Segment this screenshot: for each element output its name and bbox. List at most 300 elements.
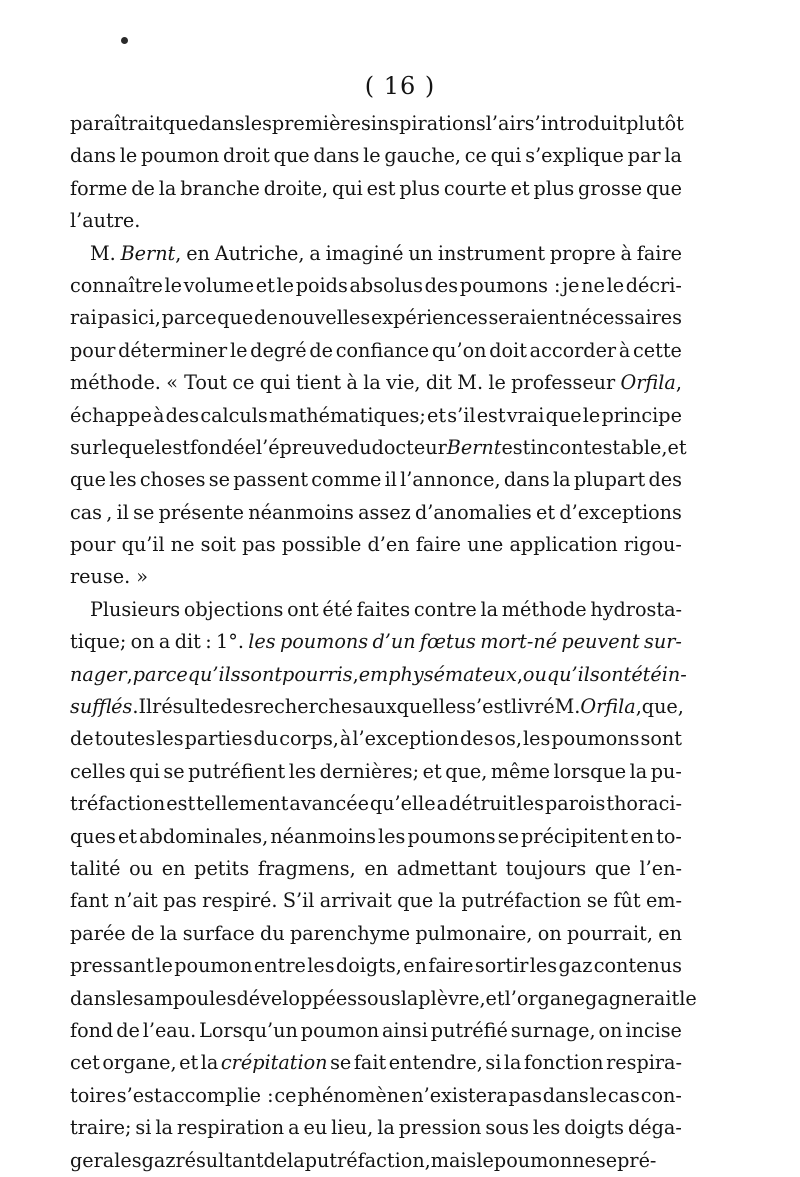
paragraph [70,108,682,238]
word: précipitent [521,824,629,848]
word: grosse [578,176,643,200]
word: dans [503,468,550,492]
word: mathématiques; [268,403,426,427]
word: sont [640,727,682,751]
word: Lorsqu’un [199,1018,298,1042]
word: M. [554,695,581,719]
word: sortir [474,954,529,978]
text-line [70,691,682,723]
word: sous [357,986,401,1010]
word: la [664,144,682,168]
word: qu’ils [187,662,241,686]
word: en [630,824,655,848]
word: des [165,403,200,427]
word: accomplie : [162,1083,274,1107]
word: livré [511,695,555,719]
word: a [436,792,449,816]
word: fonction [524,1051,604,1075]
word: et [536,500,556,524]
word: le [488,371,506,395]
word: l’exception [352,727,459,751]
word: putréfié [430,1018,508,1042]
word: abdominales, [139,824,269,848]
word: pu- [650,759,682,783]
word: surface [182,921,255,945]
word: est [476,403,506,427]
word: présente [158,500,245,524]
word: les [532,1116,561,1140]
word: en [658,921,682,945]
word: nouvelles [278,306,371,330]
text-line [70,918,682,950]
word: s’est [466,695,512,719]
word: se [497,824,519,848]
word: et [117,824,138,848]
word: le [119,144,138,168]
word: même [490,759,550,783]
word: se [586,889,609,913]
word: le [229,338,248,362]
text-line [70,432,687,464]
word: résulte [152,695,221,719]
word: qu’il [121,533,165,557]
word: qui [259,371,291,395]
text-line [70,1112,682,1144]
word: fœtus [419,630,476,654]
word: en [403,954,427,978]
word: l’en- [639,856,682,880]
word: l’organe [504,986,586,1010]
word: les [516,792,545,816]
word: contre [413,597,477,621]
word: la [377,1116,395,1140]
word: hydrosta- [590,597,682,621]
word: mort-né [480,630,558,654]
word: a [309,241,321,265]
word: respira- [606,1051,682,1075]
word: qu’elle [369,792,436,816]
word: on [537,921,562,945]
word: nécessaires [568,306,682,330]
word: que [162,112,199,135]
word: lorsque [553,759,627,783]
word: sont [240,662,283,686]
word: le [606,273,625,297]
word: in- [661,662,687,686]
word: le [679,986,697,1010]
text-line [70,173,682,205]
word: to- [656,824,682,848]
text-line [70,335,682,367]
word: la [503,1051,522,1075]
word: à [346,371,358,395]
text-line [70,1047,682,1079]
word: décri- [625,273,682,297]
word: fant [70,889,109,913]
word: pas [97,306,132,330]
word: je [562,273,580,297]
text-line [70,626,682,658]
word: poumon [493,1148,573,1172]
word: se [595,1148,618,1172]
word: des [220,695,254,719]
word: sous [485,1116,529,1140]
word: Bernt [446,435,502,459]
word: mais [430,1148,477,1172]
word: poumon [300,1018,380,1042]
word: talité [70,856,121,880]
word: des [459,727,494,751]
word: auxquelles [362,695,467,719]
word: parties [184,727,253,751]
word: faites [356,597,411,621]
word: et [422,759,442,783]
word: le [476,1148,494,1172]
word: dit [174,630,201,654]
word: été [322,597,353,621]
word: que [217,306,254,330]
text-line [70,497,682,529]
word: parée [70,921,126,945]
word: résultant [175,1148,264,1172]
word: que [545,403,582,427]
word: sufflés. [70,695,139,719]
word: dit [425,371,452,395]
word: incontestable, [530,435,668,459]
word: toire [70,1083,116,1107]
word: des [648,468,682,492]
word: courte [443,176,507,200]
word: gauche, [384,144,462,168]
word: il [384,468,397,492]
word: ne [572,1148,596,1172]
word: la [438,889,457,913]
word: tellement [196,792,289,816]
word: putréfaction [461,889,582,913]
word: parenchyme [289,921,411,945]
word: petits [194,856,250,880]
word: dans [198,112,245,135]
word: la [155,1116,173,1140]
word: tréfaction [70,792,166,816]
word: incise [625,1018,682,1042]
text-line [70,723,682,755]
word: Bernt, [120,241,182,265]
word: a [158,630,171,654]
text-line [70,788,682,820]
word: pré- [617,1148,657,1172]
word: méthode [501,597,587,621]
word: contenus [593,954,682,978]
word: application [509,533,618,557]
word: M. [457,371,484,395]
body-text [70,108,697,1177]
word: la [400,986,419,1010]
text-line [70,853,682,885]
word: paraîtrait [70,112,163,135]
word: l’épreuve [255,435,347,459]
word: gera [70,1148,115,1172]
word: doigts [564,1116,625,1140]
text-line [70,659,687,691]
word: toutes [94,727,156,751]
text-line [70,108,682,140]
word: le [589,1083,608,1107]
word: poumons [279,630,369,654]
word: parce [132,662,188,686]
word: objections [183,597,284,621]
word: pour [70,533,116,557]
word: été [631,662,662,686]
word: avancée [289,792,369,816]
word: entendre, [388,1051,483,1075]
word: degré [250,338,307,362]
word: cas [70,500,103,524]
text-line [70,270,682,302]
word: et [667,435,687,459]
word: professeur [511,371,616,395]
word: admettant [396,856,497,880]
text-line [70,1015,682,1047]
word: se [133,500,155,524]
word: ne [170,533,195,557]
word: peuvent [561,630,640,654]
word: pourrait, [567,921,653,945]
word: à [339,727,352,751]
word: respiré. [202,889,278,913]
word: que [645,176,682,200]
word: que [273,144,310,168]
text-line [70,400,682,432]
word: les [307,954,335,978]
word: le [582,403,601,427]
word: imaginé [325,241,404,265]
word: déterminer [118,338,228,362]
word: pression [398,1116,482,1140]
text-line [70,756,682,788]
word: droit [223,144,270,168]
word: les [523,727,551,751]
word: emphysémateux, [358,662,523,686]
text-line [70,950,682,982]
word: pressant [70,954,155,978]
word: du [260,921,285,945]
word: respiration [176,1116,285,1140]
word: les [109,468,137,492]
word: poumons [407,824,496,848]
word: surnage, [510,1018,596,1042]
word: fond [70,1018,114,1042]
word: plupart [573,468,646,492]
text-line [70,885,682,917]
word: il [116,500,129,524]
word: cet [70,1051,100,1075]
word: sur- [644,630,682,654]
word: les [114,1148,142,1172]
word: S’il [282,889,315,913]
word: en [364,856,389,880]
word: une [467,533,504,557]
word: se [163,759,185,783]
word: nager, [70,662,133,686]
word: et [485,986,505,1010]
word: que [397,889,434,913]
word: qui [490,144,522,168]
word: les [244,112,272,135]
word: premières [271,112,371,135]
word: l’annonce, [400,468,501,492]
word: thoraci- [606,792,682,816]
text-line [70,367,682,399]
word: vie, [386,371,421,395]
word: la [159,921,178,945]
word: la [158,176,177,200]
word: la [553,468,571,492]
word: crépitation [220,1051,328,1075]
word: les [378,824,406,848]
word: plèvre, [418,986,486,1010]
word: se [208,468,230,492]
word: reuse. » [70,565,149,589]
word: forme [70,176,128,200]
text-line [70,464,682,496]
word: ou [522,662,547,686]
text-line [70,529,682,561]
word: phénomène [297,1083,411,1107]
word: volume [183,273,255,297]
word: plutôt [626,112,684,135]
word: : [205,630,212,654]
word: plus [533,176,575,200]
word: dans [70,144,116,168]
word: calculs [200,403,268,427]
word: gaz [141,1148,176,1172]
word: poids [295,273,348,297]
word: expériences [370,306,488,330]
word: qui [331,176,363,200]
word: de [131,176,155,200]
word: en [161,856,186,880]
word: ques [70,824,116,848]
word: de [253,306,278,330]
word: la [480,597,499,621]
word: de [263,1148,288,1172]
word: échappe [70,403,152,427]
word: organe, [102,1051,177,1075]
word: entre [253,954,306,978]
text-line [70,205,682,237]
word: pour [70,338,116,362]
word: Orfila, [580,695,642,719]
word: les [529,954,558,978]
word: poumon [140,144,220,168]
word: les [156,727,184,751]
word: du [346,435,372,459]
word: recherches [253,695,363,719]
word: tique; [70,630,127,654]
word: pas [508,1083,542,1107]
word: rai [70,306,97,330]
ink-spot [121,37,128,44]
word: dernières; [319,759,420,783]
word: d’exceptions [559,500,682,524]
word: ont [287,597,319,621]
word: cas [607,1083,640,1107]
word: à [618,338,631,362]
word: ampoules [143,986,237,1010]
word: seraient [488,306,568,330]
word: se [330,1051,352,1075]
text-line [70,238,682,270]
word: Il [138,695,153,719]
word: de [130,921,155,945]
word: ce [274,1083,297,1107]
word: la [287,1148,305,1172]
text-line [70,302,682,334]
word: doigts, [335,954,402,978]
word: par [627,144,661,168]
word: que [594,856,631,880]
word: déga- [627,1116,682,1140]
word: s’est [116,1083,162,1107]
word: les [288,759,317,783]
word: con- [640,1083,682,1107]
word: connaître [70,273,163,297]
word: de [309,338,333,362]
word: le [276,273,295,297]
word: d’anomalies [414,500,532,524]
word: d’un [372,630,416,654]
word: corps, [279,727,339,751]
word: celles [70,759,126,783]
word: et [510,176,530,200]
word: 1°. [216,630,244,654]
word: parce [161,306,217,330]
word: Autriche, [214,241,305,265]
word: l’air [485,112,525,135]
word: est [166,792,196,816]
word: dans [542,1083,589,1107]
word: du [253,727,279,751]
word: ce [232,371,255,395]
word: que [70,468,106,492]
word: et [427,403,447,427]
word: ne [581,273,605,297]
word: si [135,1116,152,1140]
word: dans [313,144,360,168]
text-line [70,821,682,853]
word: faire [636,241,682,265]
word: fait [353,1051,387,1075]
word: pourris, [282,662,359,686]
word: de [70,727,94,751]
word: soit [200,533,236,557]
word: est [366,176,396,200]
word: propre [549,241,616,265]
word: est [161,435,190,459]
word: la [629,759,648,783]
word: Plusieurs [90,597,181,621]
word: qui [129,759,160,783]
word: dans [70,986,116,1010]
word: d’en [367,533,410,557]
word: branche [180,176,260,200]
word: rigou- [623,533,682,557]
text-line [70,983,697,1015]
paragraph [70,594,697,1177]
word: poumons [551,727,640,751]
text-line [70,594,682,626]
